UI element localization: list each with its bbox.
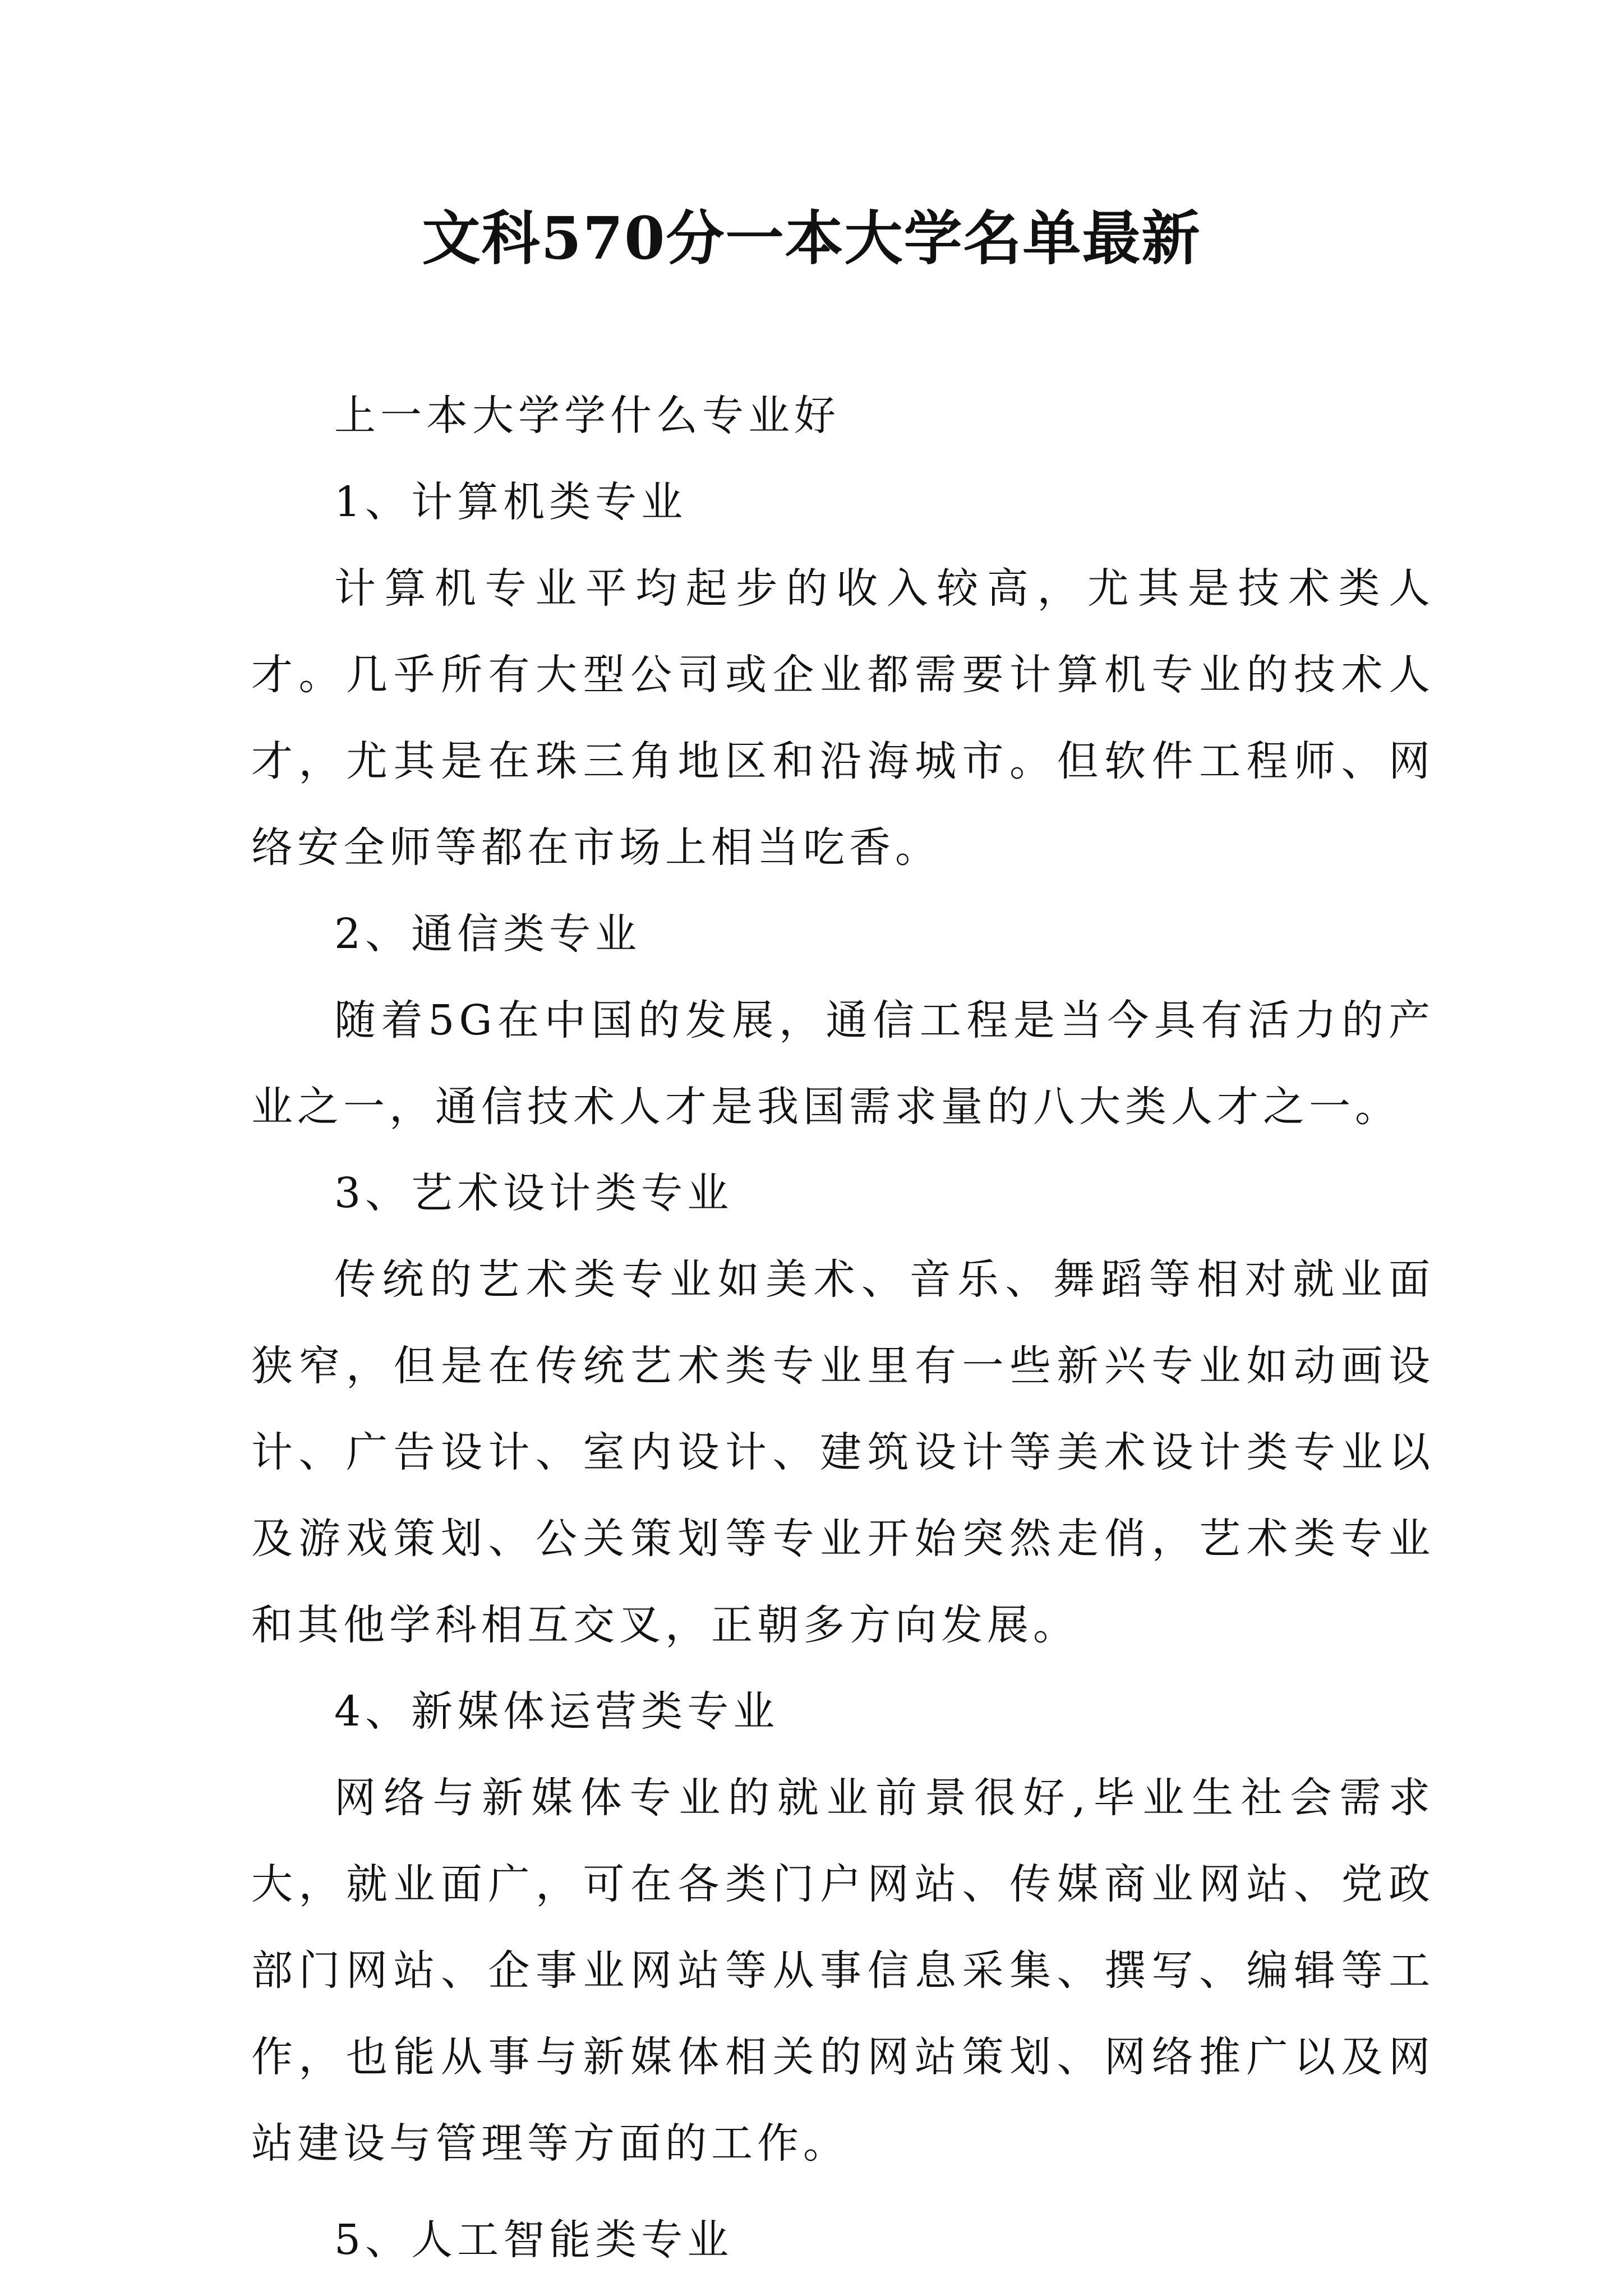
- intro-heading: 上一本大学学什么专业好: [334, 392, 840, 440]
- section-3-paragraph: 传统的艺术类专业如美术、音乐、舞蹈等相对就业面狭窄，但是在传统艺术类专业里有一些新兴专业如动画设计、广告设计、室内设计、建筑设计等美术设计类专业以及游戏策划、公关策划等专业开始突然走俏，艺术类专业和其他学科相互交叉，正朝多方向发展。: [251, 1255, 1435, 1649]
- document-title: 文科570分一本大学名单最新: [422, 204, 1201, 273]
- section-4-heading: 4、新媒体运营类专业: [334, 1687, 780, 1736]
- section-3-heading: 3、艺术设计类专业: [334, 1169, 734, 1217]
- section-2-paragraph: 随着5G在中国的发展，通信工程是当今具有活力的产业之一，通信技术人才是我国需求量的八大类人才之一。: [251, 996, 1435, 1131]
- section-4-paragraph: 网络与新媒体专业的就业前景很好,毕业生社会需求大，就业面广，可在各类门户网站、传媒商业网站、党政部门网站、企事业网站等从事信息采集、撰写、编辑等工作，也能从事与新媒体相关的网站策划、网络推广以及网站建设与管理等方面的工作。: [251, 1774, 1435, 2168]
- document-body: [251, 372, 1435, 2283]
- section-5-heading: 5、人工智能类专业: [334, 2216, 734, 2264]
- section-1-heading: 1、计算机类专业: [334, 478, 688, 526]
- section-2-heading: 2、通信类专业: [334, 910, 642, 958]
- section-1-paragraph: 计算机专业平均起步的收入较高，尤其是技术类人才。几乎所有大型公司或企业都需要计算机专业的技术人才，尤其是在珠三角地区和沿海城市。但软件工程师、网络安全师等都在市场上相当吃香。: [251, 564, 1435, 872]
